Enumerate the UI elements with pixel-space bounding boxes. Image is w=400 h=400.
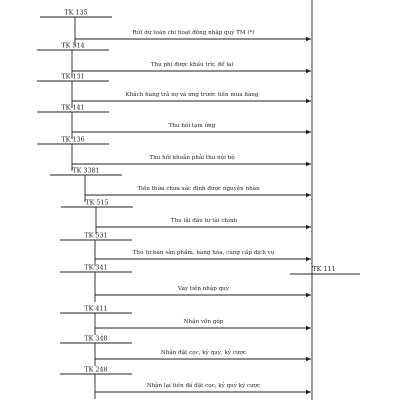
- account-label: TK 531: [84, 231, 108, 240]
- account-label: TK 131: [61, 72, 85, 81]
- flow-description: Khách hàng trả nợ và ứng trước tiền mua hàng: [125, 92, 259, 98]
- account-label: TK 341: [84, 263, 108, 272]
- flow-description: Nhận lại tiền đã đặt cọc, ký quỹ ký cược: [146, 383, 261, 389]
- target-account-label: TK 111: [312, 265, 336, 273]
- flow-description: Thu từ bán sản phẩm, hàng hóa, cung cấp dịch vụ: [132, 250, 275, 256]
- entry-row: [60, 264, 311, 303]
- entry-row: [61, 199, 311, 235]
- entry-row: [50, 167, 311, 203]
- entry-list: [37, 9, 311, 400]
- entry-row: [40, 9, 311, 47]
- flow-description: Thu phí được khấu trừ, để lại: [150, 62, 234, 68]
- entry-row: [37, 104, 311, 140]
- account-label: TK 348: [84, 334, 108, 343]
- flow-description: Thu lãi đầu tư tài chính: [170, 218, 238, 224]
- flow-description: Vay tiền nhập quỹ: [178, 286, 229, 292]
- flow-description: Thu hồi khoản phải thu nội bộ: [149, 155, 235, 161]
- flow-description: Thu hồi tạm ứng: [168, 123, 216, 129]
- account-label: TK 248: [84, 365, 108, 374]
- entry-row: [60, 305, 311, 336]
- flow-description: Nhận vốn góp: [183, 319, 224, 325]
- account-label: TK 136: [61, 135, 85, 144]
- entry-row: [60, 232, 311, 267]
- account-label: TK 515: [85, 198, 109, 207]
- flow-description: Rút dự toán chi hoạt động nhập quỹ TM (*): [132, 30, 255, 36]
- flow-description: Nhận đặt cọc, ký quỹ, ký cược: [160, 350, 247, 356]
- account-label: TK 3381: [72, 166, 100, 175]
- account-label: TK 411: [84, 304, 108, 313]
- account-label: TK 514: [61, 41, 85, 50]
- entry-row: [60, 366, 311, 400]
- entry-row: [60, 335, 311, 367]
- flow-description: Tiền thừa chưa xác định được nguyên nhân: [137, 186, 260, 192]
- account-label: TK 141: [61, 103, 85, 112]
- account-label: TK 135: [64, 8, 88, 17]
